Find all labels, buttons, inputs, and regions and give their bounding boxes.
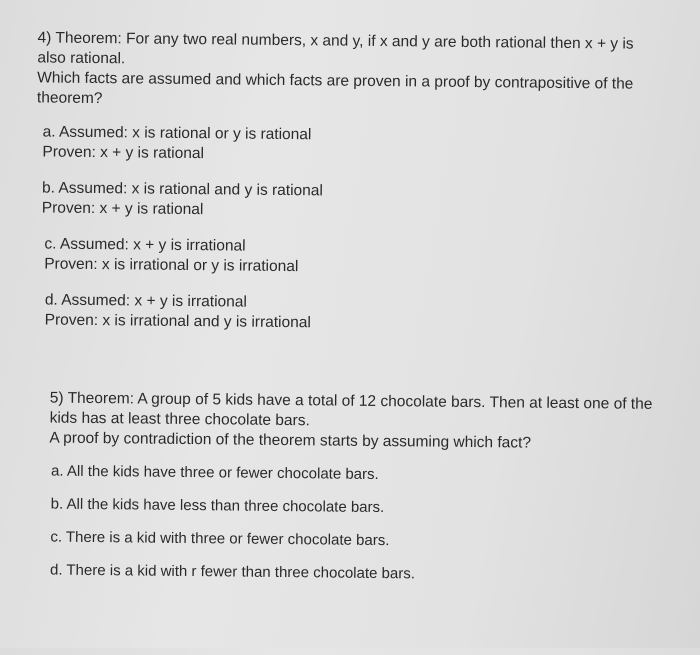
q5-option-d: d. There is a kid with r fewer than three chocolate bars. — [49, 561, 416, 583]
q4-option-b — [42, 178, 666, 225]
q4-stem-line-3: Which facts are assumed and which facts are proven in a proof by contrapositive of the — [37, 69, 634, 93]
q4-option-b-proven: Proven: x + y is rational — [41, 199, 204, 219]
q4-stem-line-4: theorem? — [36, 89, 103, 108]
question-5 — [48, 389, 660, 587]
q5-option-a: a. All the kids have three or fewer chocolate bars. — [50, 462, 379, 483]
q5-option-c: c. There is a kid with three or fewer chocolate bars. — [50, 528, 390, 550]
q4-option-a — [42, 122, 666, 169]
q5-stem-line-1: 5) Theorem: A group of 5 kids have a total of 12 chocolate bars. Then at least one of the — [49, 389, 653, 413]
q5-option-b: b. All the kids have less than three chocolate bars. — [50, 495, 385, 517]
q4-option-d-proven: Proven: x is irrational and y is irrational — [44, 311, 311, 332]
q4-stem-line-1: 4) Theorem: For any two real numbers, x and y, if x and y are both rational then x + y is — [37, 29, 634, 53]
q5-stem-line-3: A proof by contradiction of the theorem starts by assuming which fact? — [49, 429, 532, 452]
q4-option-d — [45, 290, 665, 336]
question-4 — [35, 28, 668, 337]
q4-option-a-assumed: a. Assumed: x is rational or y is rational — [42, 123, 312, 144]
q4-option-c-proven: Proven: x is irrational or y is irrational — [44, 255, 299, 276]
q4-stem-line-2: also rational. — [37, 49, 126, 68]
q4-option-c — [44, 234, 665, 281]
q4-option-c-assumed: c. Assumed: x + y is irrational — [44, 235, 246, 255]
q4-option-b-assumed: b. Assumed: x is rational and y is rational — [41, 179, 323, 200]
q4-option-d-assumed: d. Assumed: x + y is irrational — [44, 291, 247, 311]
q5-stem-line-2: kids has at least three chocolate bars. — [49, 409, 310, 430]
q4-option-a-proven: Proven: x + y is rational — [42, 143, 205, 163]
